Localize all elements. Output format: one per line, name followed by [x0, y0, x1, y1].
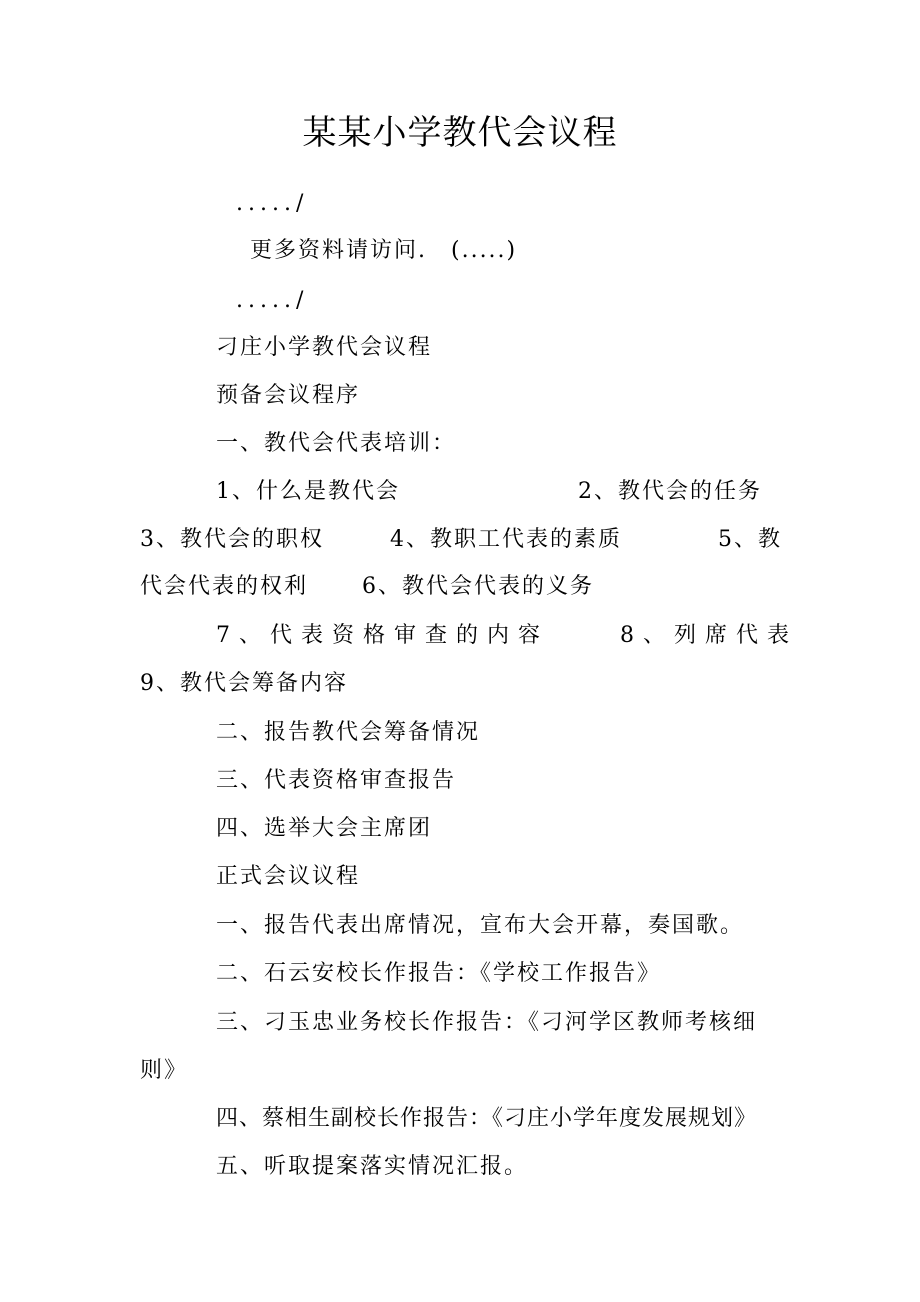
- prep-item: 3、教代会的职权: [140, 527, 324, 552]
- prep-item: 6、教代会代表的义务: [362, 574, 594, 599]
- prep-item: 7、代表资格审查的内容: [216, 623, 549, 648]
- school-title: 刁庄小学教代会议程: [216, 335, 433, 360]
- prep-item: 二、报告教代会筹备情况: [216, 720, 481, 745]
- header-line-1: ...../: [236, 191, 309, 216]
- formal-item: 三、刁玉忠业务校长作报告：《刁河学区教师考核细: [216, 1010, 758, 1035]
- header-line-2: 更多资料请访问. (.....): [250, 238, 518, 263]
- formal-item: 一、报告代表出席情况，宣布大会开幕，奏国歌。: [216, 913, 745, 938]
- prep-item: 四、选举大会主席团: [216, 816, 433, 841]
- prep-item: 8、列席代表: [620, 623, 798, 648]
- prep-item: 1、什么是教代会: [216, 479, 400, 504]
- prep-item: 5、教: [718, 527, 782, 552]
- document-title: 某某小学教代会议程: [302, 113, 618, 153]
- prep-item: 代会代表的权利: [140, 574, 309, 599]
- prep-item: 9、教代会筹备内容: [140, 671, 348, 696]
- formal-item: 四、蔡相生副校长作报告：《刁庄小学年度发展规划》: [216, 1106, 758, 1131]
- prep-item: 2、教代会的任务: [578, 479, 762, 504]
- header-line-3: ...../: [236, 288, 309, 313]
- prep-item: 4、教职工代表的素质: [390, 527, 622, 552]
- prep-item: 三、代表资格审查报告: [216, 768, 457, 793]
- formal-item: 二、石云安校长作报告：《学校工作报告》: [216, 961, 662, 986]
- formal-heading: 正式会议议程: [216, 864, 361, 889]
- prep-heading: 预备会议程序: [216, 383, 361, 408]
- prep-item: 一、教代会代表培训：: [216, 431, 457, 456]
- formal-item: 五、听取提案落实情况汇报。: [216, 1154, 529, 1179]
- formal-item: 则》: [140, 1058, 189, 1083]
